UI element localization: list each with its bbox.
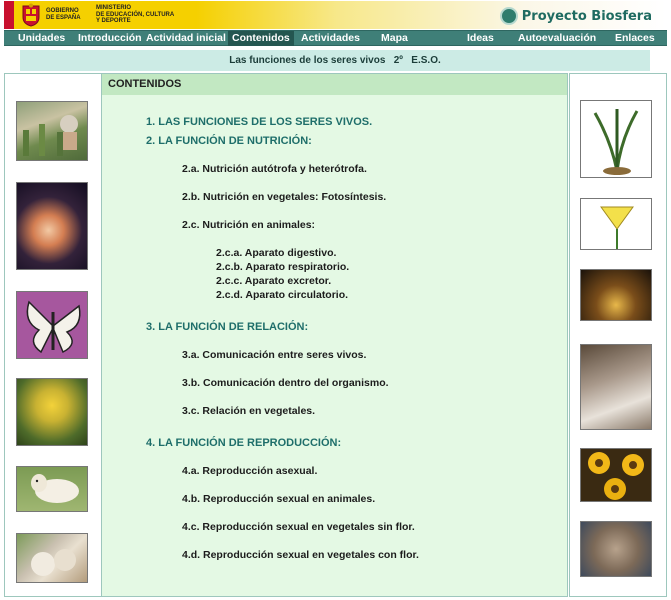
mimosa-flowers-photo [16,378,88,446]
flag-strip [4,1,14,29]
nav-introduccion[interactable]: Introducción [78,32,142,44]
toc-item-3b[interactable]: 3.b. Comunicación dentro del organismo. [182,377,389,389]
gov-line-2: DE ESPAÑA [46,15,81,21]
toc-item-4d[interactable]: 4.d. Reproducción sexual en vegetales con flor. [182,549,419,561]
embryo-photo [16,182,88,270]
top-header [0,0,671,30]
main-nav [4,30,667,46]
nav-actividades[interactable]: Actividades [301,32,360,44]
nav-actividad-inicial[interactable]: Actividad inicial [146,32,226,44]
toc-item-2[interactable]: 2. LA FUNCIÓN DE NUTRICIÓN: [146,135,312,147]
sunflowers-photo [580,448,652,502]
nav-mapa[interactable]: Mapa [381,32,408,44]
lamb-photo [16,466,88,512]
toc-item-4a[interactable]: 4.a. Reproducción asexual. [182,465,318,477]
brand-name: Proyecto Biosfera [521,8,652,24]
nav-ideas[interactable]: Ideas [467,32,494,44]
toc-item-2cb[interactable]: 2.c.b. Aparato respiratorio. [216,261,350,273]
nav-autoevaluacion[interactable]: Autoevaluación [518,32,597,44]
header-banner [196,1,666,29]
ministry-line-2: DE EDUCACIÓN, CULTURA [96,11,175,18]
toc-item-2cd[interactable]: 2.c.d. Aparato circulatorio. [216,289,349,301]
nav-unidades[interactable]: Unidades [18,32,66,44]
garlic-photo [16,533,88,583]
toc-item-2a[interactable]: 2.a. Nutrición autótrofa y heterótrofa. [182,163,367,175]
toc-item-2ca[interactable]: 2.c.a. Aparato digestivo. [216,247,337,259]
plants-photo [16,101,88,161]
toc-item-4[interactable]: 4. LA FUNCIÓN DE REPRODUCCIÓN: [146,437,342,449]
ministry-line-1: MINISTERIO [96,5,132,12]
left-image-column [4,73,102,597]
toc-item-1[interactable]: 1. LAS FUNCIONES DE LOS SERES VIVOS. [146,116,373,128]
coat-of-arms-icon [20,3,42,27]
toc-item-4c[interactable]: 4.c. Reproducción sexual en vegetales sin flor. [182,521,415,533]
ministry-line-3: Y DEPORTE [96,18,131,25]
toc-item-3c[interactable]: 3.c. Relación en vegetales. [182,405,316,417]
globe-icon [500,7,518,25]
contents-title: CONTENIDOS [102,74,567,95]
insect-photo [580,269,652,321]
government-logo-block [4,1,196,29]
government-label [46,8,90,22]
octopus-photo [580,521,652,577]
toc-item-3[interactable]: 3. LA FUNCIÓN DE RELACIÓN: [146,321,309,333]
right-image-column [569,73,667,597]
toc-item-2cc[interactable]: 2.c.c. Aparato excretor. [216,275,332,287]
toc-item-4b[interactable]: 4.b. Reproducción sexual en animales. [182,493,376,505]
flower-diagram-photo [580,198,652,250]
butterfly-photo [16,291,88,359]
contents-panel [101,73,568,597]
toc-item-3a[interactable]: 3.a. Comunicación entre seres vivos. [182,349,367,361]
toc-item-2c[interactable]: 2.c. Nutrición en animales: [182,219,316,231]
ministry-label [96,5,188,25]
fern-photo [580,100,652,178]
nav-contenidos[interactable]: Contenidos [228,31,294,46]
page-subtitle: Las funciones de los seres vivos 2º E.S.O. [20,50,650,71]
wolf-photo [580,344,652,430]
brand-logo[interactable] [500,7,652,25]
nav-enlaces[interactable]: Enlaces [615,32,655,44]
toc-item-2b[interactable]: 2.b. Nutrición en vegetales: Fotosíntesis. [182,191,387,203]
gov-line-1: GOBIERNO [46,8,79,14]
